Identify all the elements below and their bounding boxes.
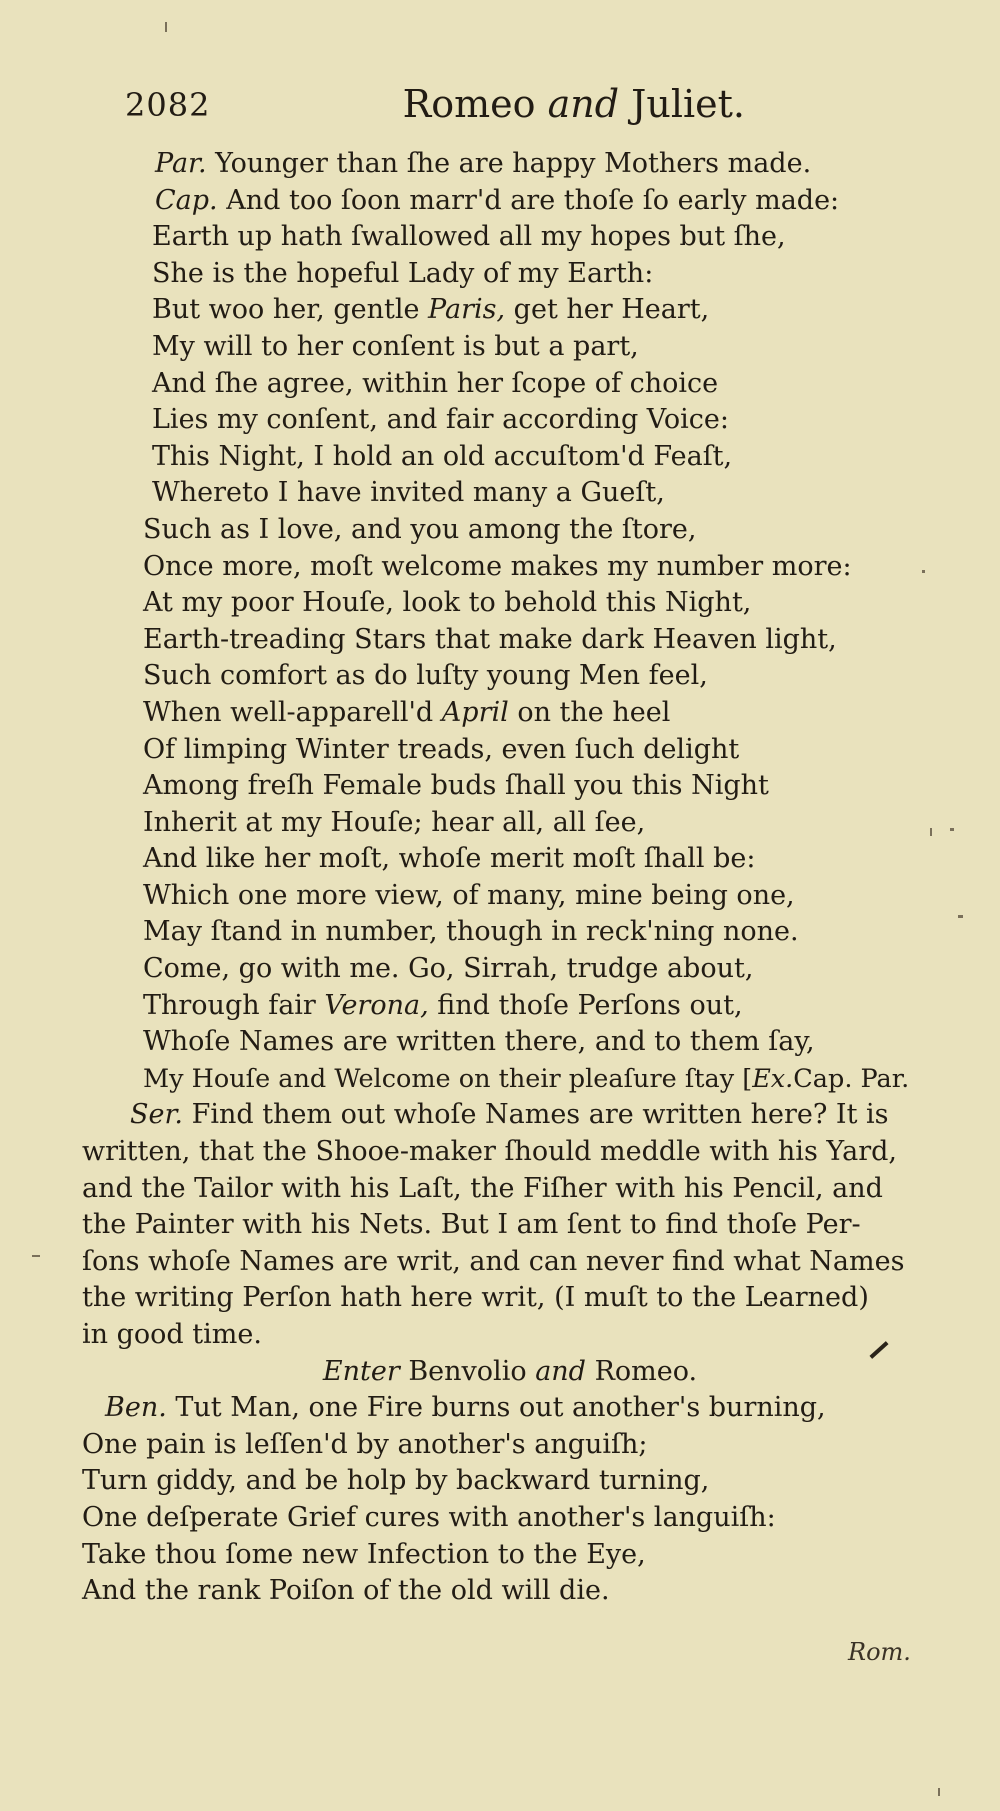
verse-line: Such comfort as do luſty young Men feel, [143,660,708,692]
speaker-label: Ser. [130,1099,183,1131]
verse-line: Take thou ſome new Infection to the Eye, [82,1538,646,1570]
speaker-label: Par. [155,148,207,179]
stage-direction: Enter Benvolio and Romeo. [322,1355,698,1387]
text-body [70,146,950,1610]
verse-line: Lies my conſent, and fair according Voice: [152,404,729,436]
verse-line: Of limping Winter treads, even ſuch delight [143,733,740,765]
verse-line: And ſhe agree, within her ſcope of choice [152,367,719,399]
prose-line: Ser. Find them out whoſe Names are written here? It is [130,1099,889,1131]
verse-line: Earth up hath ſwallowed all my hopes but ſhe, [152,221,786,253]
verse-line: May ſtand in number, though in reck'ning none. [143,916,799,948]
verse-line: But woo her, gentle Paris, get her Heart, [152,294,710,326]
print-speck [938,1788,940,1796]
page-number: 2082 [125,86,211,124]
running-header [125,82,745,142]
catchword: Rom. [848,1638,911,1666]
verse-line: Through fair Verona, find thoſe Perſons out, [143,989,743,1021]
verse-line: Earth-treading Stars that make dark Heaven light, [143,623,837,655]
exit-direction: [Ex.Cap. Par. [742,1063,910,1094]
prose-line: and the Tailor with his Laſt, the Fiſher with his Pencil, and [82,1172,883,1204]
print-speck [950,828,954,831]
verse-line: Such as I love, and you among the ſtore, [143,513,697,545]
speaker-label: Cap. [155,184,218,216]
print-speck [32,1255,40,1257]
prose-line: the writing Perſon hath here writ, (I muſt to the Learned) [82,1282,869,1314]
verse-line: At my poor Houſe, look to behold this Night, [143,587,752,619]
verse-line: Turn giddy, and be holp by backward turning, [82,1465,710,1497]
verse-line: Ben. Tut Man, one Fire burns out another's burning, [105,1392,826,1424]
verse-line: Whoſe Names are written there, and to them ſay, [143,1026,815,1058]
verse-line: One deſperate Grief cures with another's languiſh: [82,1501,776,1533]
verse-line: And like her moſt, whoſe merit moſt ſhall be: [143,843,756,875]
prose-line: in good time. [82,1319,262,1350]
verse-line: Which one more view, of many, mine being one, [143,879,795,911]
print-speck [958,915,963,918]
print-speck [165,22,167,32]
verse-line: When well-apparell'd April on the heel [143,696,671,728]
verse-line: Cap. And too ſoon marr'd are thoſe ſo early made: [155,184,840,216]
verse-line: Among freſh Female buds ſhall you this Night [143,770,769,802]
verse-line: Par. Younger than ſhe are happy Mothers made. [155,148,812,179]
speaker-label: Ben. [105,1392,167,1424]
verse-line: Whereto I have invited many a Gueſt, [152,477,665,509]
verse-line: And the rank Poiſon of the old will die. [82,1575,610,1607]
verse-line: One pain is leſſen'd by another's anguiſh; [82,1428,648,1460]
verse-line: This Night, I hold an old accuſtom'd Feaſt, [152,440,733,472]
prose-line: ſons whoſe Names are writ, and can never find what Names [82,1245,905,1277]
prose-line: written, that the Shooe-maker ſhould meddle with his Yard, [82,1136,897,1168]
running-title: Romeo and Juliet. [402,82,745,126]
verse-line: She is the hopeful Lady of my Earth: [152,257,654,289]
verse-line: Come, go with me. Go, Sirrah, trudge about, [143,953,754,985]
verse-line: My will to her conſent is but a part, [152,330,639,362]
prose-line: the Painter with his Nets. But I am ſent to find thoſe Per- [82,1209,861,1241]
verse-line: Once more, moſt welcome makes my number more: [143,550,852,582]
verse-line: Inherit at my Houſe; hear all, all ſee, [143,806,646,838]
verse-line: My Houſe and Welcome on their pleaſure ſtay [Ex.Cap. Par. [143,1063,910,1094]
